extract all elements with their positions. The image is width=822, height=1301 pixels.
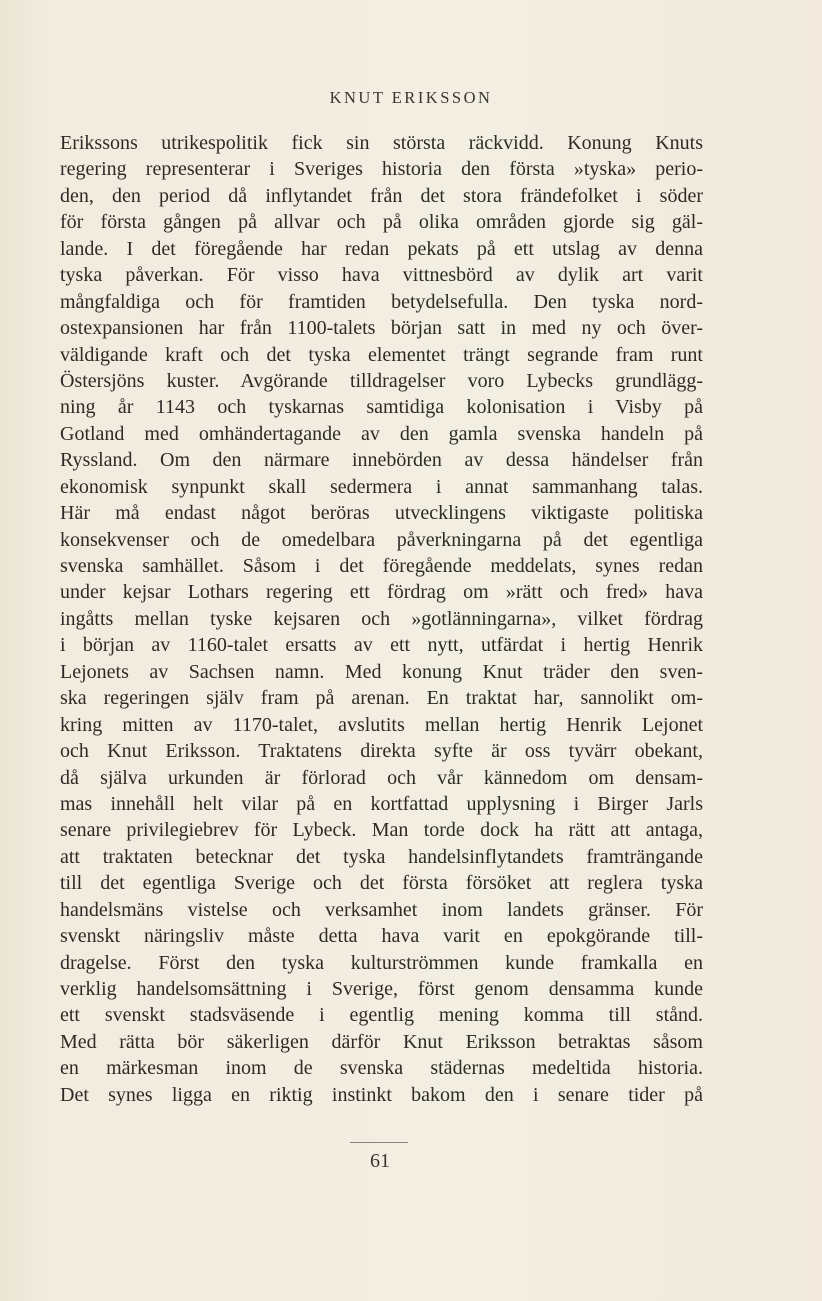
text-line: ska regeringen själv fram på arenan. En traktat har, sannolikt om- xyxy=(60,687,703,710)
text-line: senare privilegiebrev för Lybeck. Man torde dock ha rätt att antaga, xyxy=(60,819,703,842)
text-line: under kejsar Lothars regering ett fördrag om »rätt och fred» hava xyxy=(60,581,703,604)
text-line: ning år 1143 och tyskarnas samtidiga kolonisation i Visby på xyxy=(60,396,703,419)
text-line: Här må endast något beröras utvecklingens viktigaste politiska xyxy=(60,502,703,525)
text-line: ett svenskt stadsväsende i egentlig mening komma till stånd. xyxy=(60,1004,703,1027)
text-line: ekonomisk synpunkt skall sedermera i annat sammanhang talas. xyxy=(60,475,703,498)
body-text xyxy=(60,130,703,1108)
text-line: den, den period då inflytandet från det stora frändefolket i söder xyxy=(60,184,703,207)
text-line: mas innehåll helt vilar på en kortfattad upplysning i Birger Jarls xyxy=(60,792,703,815)
text-line: då själva urkunden är förlorad och vår kännedom om densam- xyxy=(60,766,703,789)
running-head: KNUT ERIKSSON xyxy=(329,88,493,107)
text-line: verklig handelsomsättning i Sverige, först genom densamma kunde xyxy=(60,978,703,1000)
text-line: regering representerar i Sveriges historia den första »tyska» perio- xyxy=(60,158,703,181)
text-line: mångfaldiga och för framtiden betydelsefulla. Den tyska nord- xyxy=(60,290,703,313)
text-line: handelsmäns vistelse och verksamhet inom landets gränser. För xyxy=(60,898,703,921)
text-line: och Knut Eriksson. Traktatens direkta syfte är oss tyvärr obekant, xyxy=(60,740,703,763)
text-line: kring mitten av 1170-talet, avslutits mellan hertig Henrik Lejonet xyxy=(60,713,703,736)
text-line: Med rätta bör säkerligen därför Knut Eriksson betraktas såsom xyxy=(60,1030,703,1053)
text-line: tyska påverkan. För visso hava vittnesbörd av dylik art varit xyxy=(60,264,703,287)
footer-rule xyxy=(350,1142,408,1143)
text-line: ostexpansionen har från 1100-talets början satt in med ny och över- xyxy=(60,317,703,340)
text-line: ingåtts mellan tyske kejsaren och »gotlänningarna», vilket fördrag xyxy=(60,607,703,630)
text-line: för första gången på allvar och på olika områden gjorde sig gäl- xyxy=(60,211,703,234)
text-line: svenska samhället. Såsom i det föregående meddelats, synes redan xyxy=(60,555,703,577)
text-line: svenskt näringsliv måste detta hava varit en epokgörande till- xyxy=(60,925,703,948)
text-line: en märkesman inom de svenska städernas medeltida historia. xyxy=(60,1057,703,1080)
text-line: dragelse. Först den tyska kulturströmmen kunde framkalla en xyxy=(60,951,703,974)
text-line: konsekvenser och de omedelbara påverkningarna på det egentliga xyxy=(60,528,703,551)
text-line: väldigande kraft och det tyska elementet trängt segrande fram runt xyxy=(60,343,703,366)
text-line: lande. I det föregående har redan pekats på ett utslag av denna xyxy=(60,237,703,260)
text-line: Lejonets av Sachsen namn. Med konung Knut träder den sven- xyxy=(60,660,703,683)
text-line: Östersjöns kuster. Avgörande tilldragelser voro Lybecks grundlägg- xyxy=(60,369,703,392)
text-line: Ryssland. Om den närmare innebörden av dessa händelser från xyxy=(60,449,703,472)
text-line: i början av 1160-talet ersatts av ett nytt, utfärdat i hertig Henrik xyxy=(60,634,703,657)
text-line: att traktaten betecknar det tyska handelsinflytandets framträngande xyxy=(60,845,703,868)
text-line: Erikssons utrikespolitik fick sin största räckvidd. Konung Knuts xyxy=(60,132,703,154)
text-line: Det synes ligga en riktig instinkt bakom den i senare tider på xyxy=(60,1083,703,1106)
text-line: Gotland med omhändertagande av den gamla svenska handeln på xyxy=(60,422,703,445)
page-number: 61 xyxy=(370,1150,390,1172)
text-line: till det egentliga Sverige och det första försöket att reglera tyska xyxy=(60,872,703,895)
